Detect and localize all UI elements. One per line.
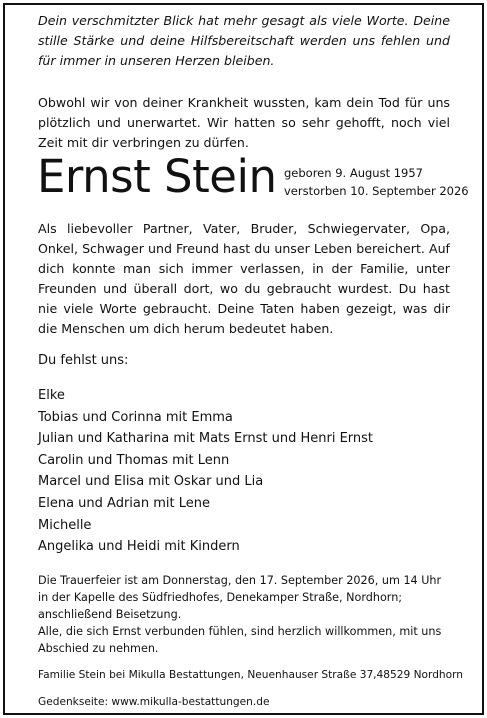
- mourner-item: Carolin und Thomas mit Lenn: [38, 452, 230, 468]
- mourner-item: Julian und Katharina mit Mats Ernst und Henri Ernst: [38, 431, 374, 447]
- intro-quote: Dein verschmitzter Blick hat mehr gesagt als viele Worte. Deine stille Stärke und deine Hilfsbereitschaft werden uns fehlen und für immer in unseren Herzen bleiben.: [38, 13, 450, 68]
- mourners-title: Du fehlst uns:: [38, 353, 129, 368]
- mourner-item: Michelle: [38, 517, 92, 533]
- deceased-name: Ernst Stein: [37, 150, 277, 203]
- mourners-list: [38, 385, 450, 558]
- mourner-item: Elke: [38, 388, 65, 403]
- birth-date: geboren 9. August 1957: [284, 166, 423, 180]
- footer-address: Familie Stein bei Mikulla Bestattungen, Neuenhauser Straße 37,48529 Nordhorn: [38, 668, 463, 681]
- death-date: verstorben 10. September 2026: [284, 184, 469, 198]
- name-block: [37, 150, 469, 219]
- intro-paragraph: Obwohl wir von deiner Krankheit wussten, kam dein Tod für uns plötzlich und unerwartet. Wir hatten so sehr gehofft, noch viel Zeit mit dir verbringen zu dürfen.: [38, 95, 450, 150]
- welcome-notice: Alle, die sich Ernst verbunden fühlen, sind herzlich willkommen, mit uns Abschied zu nehmen.: [38, 624, 442, 655]
- mourner-item: Tobias und Corinna mit Emma: [38, 409, 233, 425]
- life-dates: [284, 164, 469, 200]
- spacer: [38, 71, 450, 93]
- obituary-notice: [37, 11, 469, 711]
- mourner-item: Marcel und Elisa mit Oskar und Lia: [38, 474, 264, 490]
- funeral-notice: Die Trauerfeier ist am Donnerstag, den 17. September 2026, um 14 Uhr in der Kapelle des Südfriedhofes, Denekamper Straße, Nordhorn; anschließend Beisetzung.: [38, 573, 442, 621]
- mourner-item: Elena und Adrian mit Lene: [38, 495, 210, 511]
- memorial-page-link[interactable]: Gedenkseite: www.mikulla-bestattungen.de: [38, 695, 270, 708]
- mourner-item: Angelika und Heidi mit Kindern: [38, 539, 240, 555]
- biography: Als liebevoller Partner, Vater, Bruder, Schwiegervater, Opa, Onkel, Schwager und Freund hast du unser Leben bereichert. Auf dich konnte man sich immer verlassen, in der Familie, unter Freunden und überall dort, wo du gebraucht wurdest. Du hast nie viele Worte gebraucht. Deine Taten haben gezeigt, was dir die Menschen um dich herum bedeutet haben.: [38, 221, 450, 336]
